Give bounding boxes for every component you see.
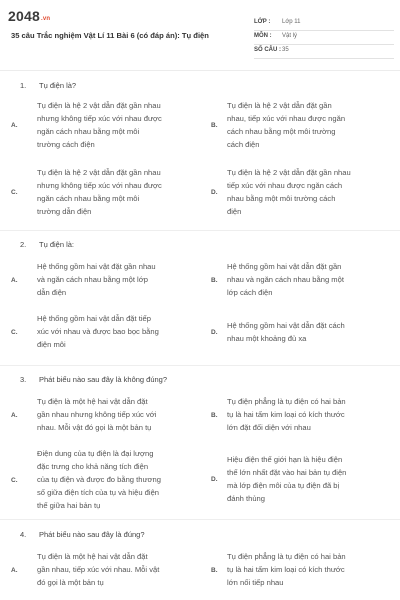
option-text-line: Tụ điện là hệ 2 vật dẫn đặt gần nhau — [37, 101, 161, 110]
option-text-line: thế lớn nhất đặt vào hai bản tụ điện — [227, 468, 347, 477]
question-4-option-a[interactable] — [11, 550, 197, 589]
option-letter: B. — [211, 122, 218, 129]
question-2-option-c[interactable] — [11, 312, 197, 351]
question-3-option-b[interactable] — [211, 395, 387, 434]
option-text-line: gần nhau nhưng không tiếp xúc với — [37, 410, 157, 419]
meta-value: Lớp 11 — [282, 19, 301, 25]
option-text-line: tụ là hai tấm kim loại có kích thước — [227, 410, 345, 419]
question-divider — [0, 230, 400, 231]
header-divider — [0, 70, 400, 71]
option-text-line: điện — [227, 207, 242, 216]
option-text-line: đó gọi là một bản tụ — [37, 578, 104, 587]
option-letter: B. — [211, 567, 218, 574]
option-letter: D. — [211, 189, 218, 196]
question-divider — [0, 365, 400, 366]
question-1-option-a[interactable] — [11, 99, 197, 151]
option-letter: C. — [11, 189, 18, 196]
option-letter: B. — [211, 277, 218, 284]
meta-label: SỐ CÂU : — [254, 47, 281, 53]
question-number: 3. — [20, 375, 27, 384]
option-text-line: thế giữa hai bản tụ — [37, 501, 101, 510]
question-4-text — [20, 530, 145, 539]
option-letter: A. — [11, 122, 18, 129]
option-text-line: nhưng không tiếp xúc với nhau được — [37, 181, 162, 190]
option-text-line: Hệ thống gồm hai vật dẫn đặt gần — [227, 262, 342, 271]
question-text: Phát biểu nào sau đây là không đúng? — [39, 375, 168, 384]
option-text-line: mà lớp điện môi của tụ điện đã bị — [227, 481, 340, 490]
question-4-option-b[interactable] — [211, 550, 387, 589]
meta-label: LỚP : — [254, 19, 271, 25]
option-letter: C. — [11, 329, 18, 336]
option-text-line: tụ là hai tấm kim loại có kích thước — [227, 565, 345, 574]
option-text-line: nhau. Mỗi vật đó gọi là một bản tụ — [37, 423, 152, 432]
option-text-line: Tụ điện là hệ 2 vật dẫn đặt gần — [227, 101, 332, 110]
option-letter: D. — [211, 329, 218, 336]
option-text-line: Tụ điện là một hệ hai vật dẫn đặt — [37, 397, 148, 406]
option-letter: A. — [11, 567, 18, 574]
question-1-text — [20, 81, 76, 90]
option-text-line: ngăn cách nhau bằng một môi — [37, 127, 140, 136]
option-text-line: lớn nối tiếp nhau — [227, 578, 284, 587]
question-3-option-a[interactable] — [11, 395, 197, 434]
question-divider — [0, 519, 400, 520]
question-text: Tụ điện là? — [39, 81, 77, 90]
question-number: 1. — [20, 81, 27, 90]
option-text-line: Tụ điện là hệ 2 vật dẫn đặt gần nhau — [227, 168, 351, 177]
question-2-option-d[interactable] — [211, 319, 387, 345]
option-text-line: nhau và ngăn cách nhau bằng một — [227, 275, 344, 284]
option-text-line: nhau, tiếp xúc với nhau được ngăn — [227, 114, 346, 123]
question-2-option-b[interactable] — [211, 260, 387, 299]
option-text-line: trường cách điện — [37, 140, 95, 149]
meta-value: Vật lý — [282, 33, 298, 39]
site-logo[interactable]: 2048.vn — [8, 8, 51, 24]
page-header — [0, 0, 400, 66]
option-text-line: nhau bằng một môi trường cách — [227, 194, 336, 203]
question-2-text — [20, 240, 74, 249]
question-2-option-a[interactable] — [11, 260, 197, 299]
document-title: 35 câu Trắc nghiệm Vật Lí 11 Bài 6 (có đáp án): Tụ điện — [11, 31, 209, 40]
question-3-option-c[interactable] — [11, 447, 197, 512]
option-letter: A. — [11, 277, 18, 284]
option-text-line: lớp cách điện — [227, 288, 273, 297]
option-text-line: gần nhau, tiếp xúc với nhau. Mỗi vật — [37, 565, 160, 574]
question-3-text — [20, 375, 167, 384]
option-text-line: của tụ điện và được đo bằng thương — [37, 475, 161, 484]
option-text-line: ngăn cách nhau bằng một môi — [37, 194, 140, 203]
option-text-line: Tụ điện là một hệ hai vật dẫn đặt — [37, 552, 148, 561]
option-text-line: nhau một khoảng đủ xa — [227, 334, 307, 343]
option-text-line: cách nhau bằng một môi trường — [227, 127, 336, 136]
question-1-option-b[interactable] — [211, 99, 387, 151]
option-text-line: tiếp xúc với nhau được ngăn cách — [227, 181, 343, 190]
option-text-line: Hệ thống gồm hai vật đặt gần nhau — [37, 262, 156, 271]
option-text-line: cách điện — [227, 140, 260, 149]
option-text-line: xúc với nhau và được bao bọc bằng — [37, 327, 159, 336]
option-text-line: Hiệu điện thế giới hạn là hiệu điện — [227, 455, 343, 464]
option-letter: D. — [211, 476, 218, 483]
option-text-line: lớn đặt đối diện với nhau — [227, 423, 311, 432]
option-text-line: Hệ thống gồm hai vật dẫn đặt tiếp — [37, 314, 151, 323]
meta-label: MÔN : — [254, 33, 272, 39]
question-3-option-d[interactable] — [211, 453, 387, 505]
option-text-line: nhưng không tiếp xúc với nhau được — [37, 114, 162, 123]
option-letter: C. — [11, 477, 18, 484]
question-number: 2. — [20, 240, 27, 249]
question-1-option-d[interactable] — [211, 166, 387, 218]
option-text-line: số giữa điện tích của tụ và hiệu điện — [37, 488, 160, 497]
option-text-line: Tụ điện phẳng là tụ điện có hai bản — [227, 552, 346, 561]
question-text: Tụ điện là: — [39, 240, 75, 249]
option-letter: A. — [11, 412, 18, 419]
question-number: 4. — [20, 530, 27, 539]
option-text-line: trường dẫn điện — [37, 207, 92, 216]
option-text-line: và ngăn cách nhau bằng một lớp — [37, 275, 148, 284]
question-1-option-c[interactable] — [11, 166, 197, 218]
meta-value: 35 — [282, 47, 289, 53]
option-text-line: điện môi — [37, 340, 66, 349]
option-text-line: Tụ điện là hệ 2 vật dẫn đặt gần nhau — [37, 168, 161, 177]
option-text-line: dẫn điện — [37, 288, 67, 297]
option-text-line: đánh thủng — [227, 494, 266, 503]
option-text-line: đặc trưng cho khả năng tích điện — [37, 462, 149, 471]
question-text: Phát biểu nào sau đây là đúng? — [39, 530, 145, 539]
option-text-line: Tụ điện phẳng là tụ điện có hai bản — [227, 397, 346, 406]
option-letter: B. — [211, 412, 218, 419]
option-text-line: Hệ thống gồm hai vật dẫn đặt cách — [227, 321, 345, 330]
option-text-line: Điện dung của tụ điện là đại lượng — [37, 449, 154, 458]
